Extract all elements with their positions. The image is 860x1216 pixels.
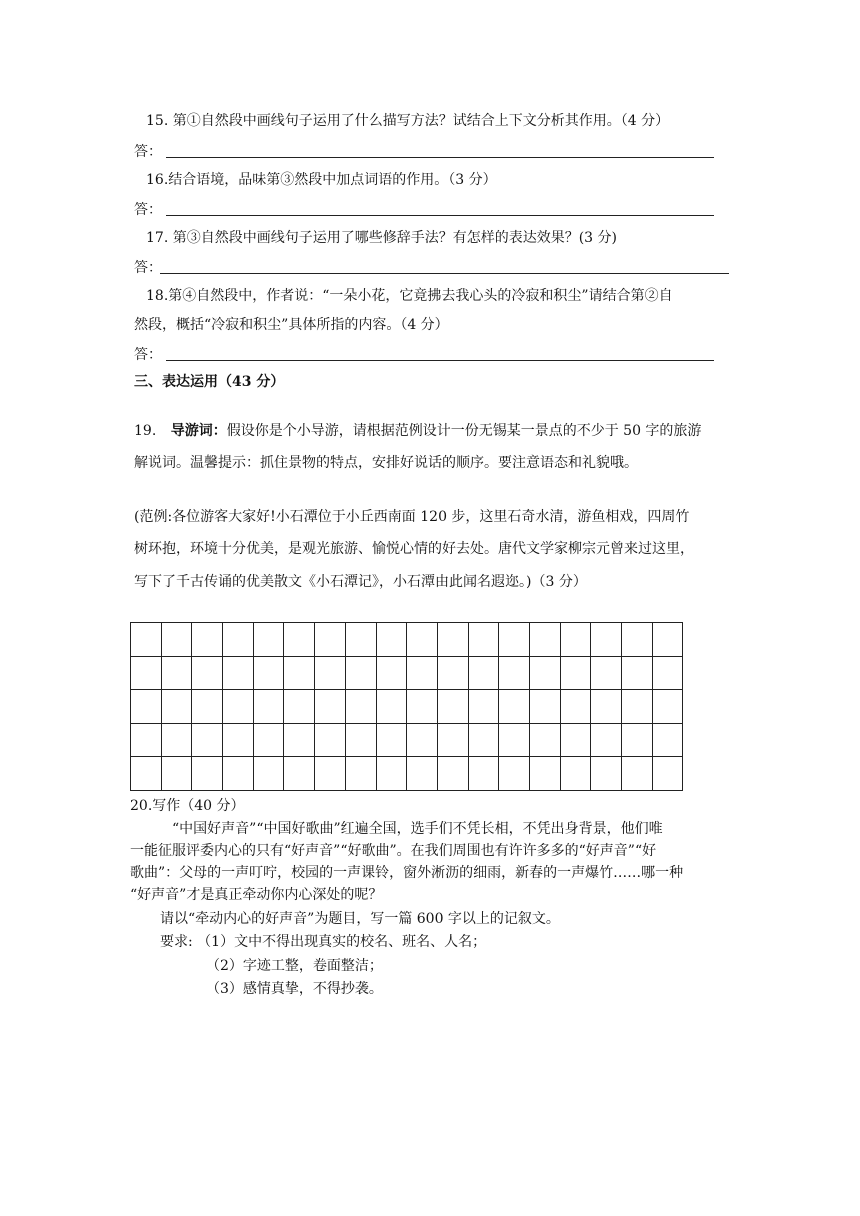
- grid-cell[interactable]: [591, 723, 622, 757]
- grid-cell[interactable]: [622, 757, 653, 791]
- grid-cell[interactable]: [437, 623, 468, 657]
- answer-label-17: 答：: [134, 260, 162, 276]
- grid-cell[interactable]: [591, 690, 622, 724]
- grid-cell[interactable]: [161, 723, 192, 757]
- grid-cell[interactable]: [468, 690, 499, 724]
- grid-cell[interactable]: [131, 656, 162, 690]
- section-3-heading: 三、表达运用（43 分）: [134, 374, 285, 390]
- question-17-text: 17. 第③自然段中画线句子运用了哪些修辞手法？有怎样的表达效果？(3 分): [146, 230, 617, 246]
- grid-cell[interactable]: [591, 757, 622, 791]
- grid-cell[interactable]: [407, 623, 438, 657]
- question-19-title: 导游词：: [170, 423, 227, 439]
- grid-cell[interactable]: [253, 623, 284, 657]
- grid-cell[interactable]: [223, 623, 254, 657]
- question-19-example-line3: 写下了千古传诵的优美散文《小石潭记》，小石潭由此闻名遐迩。)（3 分）: [134, 574, 587, 590]
- grid-cell[interactable]: [652, 723, 683, 757]
- grid-cell[interactable]: [284, 723, 315, 757]
- grid-row: [131, 690, 683, 724]
- grid-cell[interactable]: [345, 690, 376, 724]
- grid-cell[interactable]: [131, 623, 162, 657]
- grid-cell[interactable]: [499, 757, 530, 791]
- grid-cell[interactable]: [376, 757, 407, 791]
- grid-cell[interactable]: [468, 723, 499, 757]
- grid-cell[interactable]: [591, 623, 622, 657]
- grid-cell[interactable]: [161, 656, 192, 690]
- question-19-line2: 解说词。温馨提示：抓住景物的特点，安排好说话的顺序。要注意语态和礼貌哦。: [134, 455, 638, 471]
- q20-requirements-line1: [160, 932, 486, 952]
- grid-cell[interactable]: [407, 723, 438, 757]
- grid-cell[interactable]: [376, 690, 407, 724]
- q20-paragraph-line4: “好声音”才是真正牵动你内心深处的呢？: [130, 887, 383, 903]
- grid-cell[interactable]: [315, 723, 346, 757]
- question-19-number: 19.: [134, 423, 157, 439]
- q20-paragraph-line2: 一能征服评委内心的只有“好声音”“好歌曲”。在我们周围也有许许多多的“好声音”“好: [130, 843, 657, 859]
- grid-row: [131, 723, 683, 757]
- grid-cell[interactable]: [468, 656, 499, 690]
- grid-cell[interactable]: [223, 690, 254, 724]
- grid-cell[interactable]: [560, 757, 591, 791]
- grid-cell[interactable]: [468, 623, 499, 657]
- q20-requirement-2: （2）字迹工整，卷面整洁；: [206, 958, 383, 974]
- grid-cell[interactable]: [622, 690, 653, 724]
- grid-cell[interactable]: [284, 623, 315, 657]
- grid-cell[interactable]: [315, 623, 346, 657]
- grid-cell[interactable]: [253, 723, 284, 757]
- grid-cell[interactable]: [192, 690, 223, 724]
- question-16-text: 16.结合语境，品味第③然段中加点词语的作用。（3 分）: [146, 172, 497, 188]
- grid-cell[interactable]: [345, 656, 376, 690]
- grid-row: [131, 623, 683, 657]
- grid-cell[interactable]: [192, 757, 223, 791]
- grid-cell[interactable]: [376, 723, 407, 757]
- grid-cell[interactable]: [223, 757, 254, 791]
- grid-cell[interactable]: [131, 690, 162, 724]
- grid-cell[interactable]: [591, 656, 622, 690]
- grid-cell[interactable]: [345, 757, 376, 791]
- answer-label-18: 答：: [134, 347, 162, 363]
- answer-line-17[interactable]: [160, 273, 729, 274]
- answer-line-18[interactable]: [166, 360, 714, 361]
- grid-cell[interactable]: [560, 723, 591, 757]
- grid-cell[interactable]: [652, 690, 683, 724]
- grid-row: [131, 656, 683, 690]
- question-20-heading: 20.写作（40 分）: [130, 798, 245, 814]
- grid-cell[interactable]: [345, 723, 376, 757]
- grid-cell[interactable]: [376, 656, 407, 690]
- question-19-example-line2: 树环抱，环境十分优美，是观光旅游、愉悦心情的好去处。唐代文学家柳宗元曾来过这里，: [134, 541, 694, 557]
- grid-cell[interactable]: [499, 656, 530, 690]
- q20-paragraph-line3: 歌曲”：父母的一声叮咛，校园的一声课铃，窗外淅沥的细雨，新春的一声爆竹……哪一种: [130, 865, 684, 881]
- grid-cell[interactable]: [315, 757, 346, 791]
- grid-cell[interactable]: [499, 723, 530, 757]
- grid-cell[interactable]: [652, 623, 683, 657]
- grid-cell[interactable]: [192, 723, 223, 757]
- grid-cell[interactable]: [315, 690, 346, 724]
- answer-label-15: 答：: [134, 144, 162, 160]
- grid-cell[interactable]: [529, 757, 560, 791]
- grid-cell[interactable]: [437, 757, 468, 791]
- grid-row: [131, 757, 683, 791]
- grid-cell[interactable]: [499, 690, 530, 724]
- answer-line-15[interactable]: [166, 157, 714, 158]
- grid-cell[interactable]: [622, 623, 653, 657]
- question-19-example-line1: (范例:各位游客大家好!小石潭位于小丘西南面 120 步，这里石奇水清，游鱼相戏，四周竹: [134, 509, 690, 525]
- question-18-text-line2: 然段，概括“冷寂和积尘”具体所指的内容。（4 分）: [134, 317, 449, 333]
- grid-cell[interactable]: [437, 723, 468, 757]
- grid-cell[interactable]: [560, 623, 591, 657]
- grid-cell[interactable]: [253, 656, 284, 690]
- grid-cell[interactable]: [161, 690, 192, 724]
- grid-cell[interactable]: [223, 723, 254, 757]
- grid-cell[interactable]: [529, 690, 560, 724]
- grid-cell[interactable]: [161, 623, 192, 657]
- grid-cell[interactable]: [223, 656, 254, 690]
- grid-cell[interactable]: [253, 757, 284, 791]
- answer-label-16: 答：: [134, 202, 162, 218]
- grid-cell[interactable]: [253, 690, 284, 724]
- grid-cell[interactable]: [622, 656, 653, 690]
- grid-cell[interactable]: [284, 690, 315, 724]
- grid-cell[interactable]: [499, 623, 530, 657]
- grid-cell[interactable]: [652, 656, 683, 690]
- q20-requirement-3: （3）感情真挚，不得抄袭。: [206, 981, 383, 997]
- grid-cell[interactable]: [437, 656, 468, 690]
- grid-cell[interactable]: [407, 690, 438, 724]
- grid-cell[interactable]: [407, 656, 438, 690]
- grid-cell[interactable]: [161, 757, 192, 791]
- question-19-line1: [134, 421, 701, 441]
- grid-cell[interactable]: [529, 656, 560, 690]
- q20-requirement-1: （1）文中不得出现真实的校名、班名、人名；: [197, 934, 487, 950]
- grid-cell[interactable]: [652, 757, 683, 791]
- grid-cell[interactable]: [131, 757, 162, 791]
- grid-cell[interactable]: [622, 723, 653, 757]
- grid-cell[interactable]: [315, 656, 346, 690]
- answer-line-16[interactable]: [166, 215, 714, 216]
- q20-requirements-label: 要求:: [160, 934, 193, 950]
- question-18-text-line1: 18.第④自然段中，作者说：“一朵小花，它竟拂去我心头的冷寂和积尘”请结合第②自: [146, 288, 673, 304]
- grid-cell[interactable]: [529, 623, 560, 657]
- grid-cell[interactable]: [284, 656, 315, 690]
- grid-cell[interactable]: [192, 656, 223, 690]
- grid-cell[interactable]: [437, 690, 468, 724]
- q20-paragraph-line1: “中国好声音”“中国好歌曲”红遍全国，选手们不凭长相，不凭出身背景，他们唯: [172, 821, 663, 837]
- grid-cell[interactable]: [376, 623, 407, 657]
- grid-cell[interactable]: [529, 723, 560, 757]
- grid-cell[interactable]: [192, 623, 223, 657]
- grid-cell[interactable]: [131, 723, 162, 757]
- question-15-text: 15. 第①自然段中画线句子运用了什么描写方法？试结合上下文分析其作用。（4 分）: [146, 113, 670, 129]
- grid-cell[interactable]: [407, 757, 438, 791]
- question-19-line1-rest: 假设你是个小导游，请根据范例设计一份无锡某一景点的不少于 50 字的旅游: [226, 423, 702, 439]
- grid-cell[interactable]: [560, 690, 591, 724]
- writing-grid[interactable]: [130, 622, 683, 791]
- grid-cell[interactable]: [468, 757, 499, 791]
- grid-cell[interactable]: [345, 623, 376, 657]
- grid-cell[interactable]: [284, 757, 315, 791]
- q20-task: 请以“牵动内心的好声音”为题目，写一篇 600 字以上的记叙文。: [160, 911, 560, 927]
- grid-cell[interactable]: [560, 656, 591, 690]
